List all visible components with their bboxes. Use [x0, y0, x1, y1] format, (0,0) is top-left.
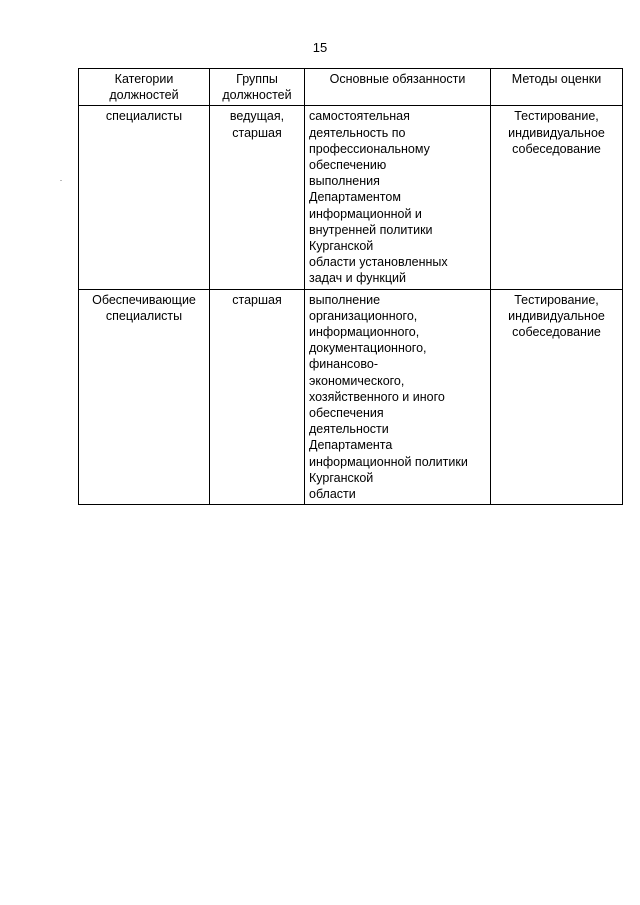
cell-groups: старшая	[210, 289, 305, 505]
cell-methods: Тестирование, индивидуальное собеседование	[491, 289, 623, 505]
header-category: Категории должностей	[79, 69, 210, 106]
cell-groups: ведущая, старшая	[210, 106, 305, 289]
cell-duties: самостоятельная деятельность по профессиональному обеспечению выполнения Департаментом информационной и внутренней политики Курганской области установленных задач и функций	[305, 106, 491, 289]
cell-category: Обеспечивающие специалисты	[79, 289, 210, 505]
cell-category: специалисты	[79, 106, 210, 289]
header-methods: Методы оценки	[491, 69, 623, 106]
scan-speck	[60, 180, 62, 181]
duties-table	[78, 68, 623, 505]
table-header-row	[79, 69, 623, 106]
header-duties: Основные обязанности	[305, 69, 491, 106]
header-groups: Группы должностей	[210, 69, 305, 106]
page-number: 15	[312, 40, 328, 55]
table-row	[79, 106, 623, 289]
cell-methods: Тестирование, индивидуальное собеседование	[491, 106, 623, 289]
table-row	[79, 289, 623, 505]
cell-duties: выполнение организационного, информационного, документационного, финансово- экономического, хозяйственного и иного обеспечения деятельности Департамента информационной политики Курганской области	[305, 289, 491, 505]
